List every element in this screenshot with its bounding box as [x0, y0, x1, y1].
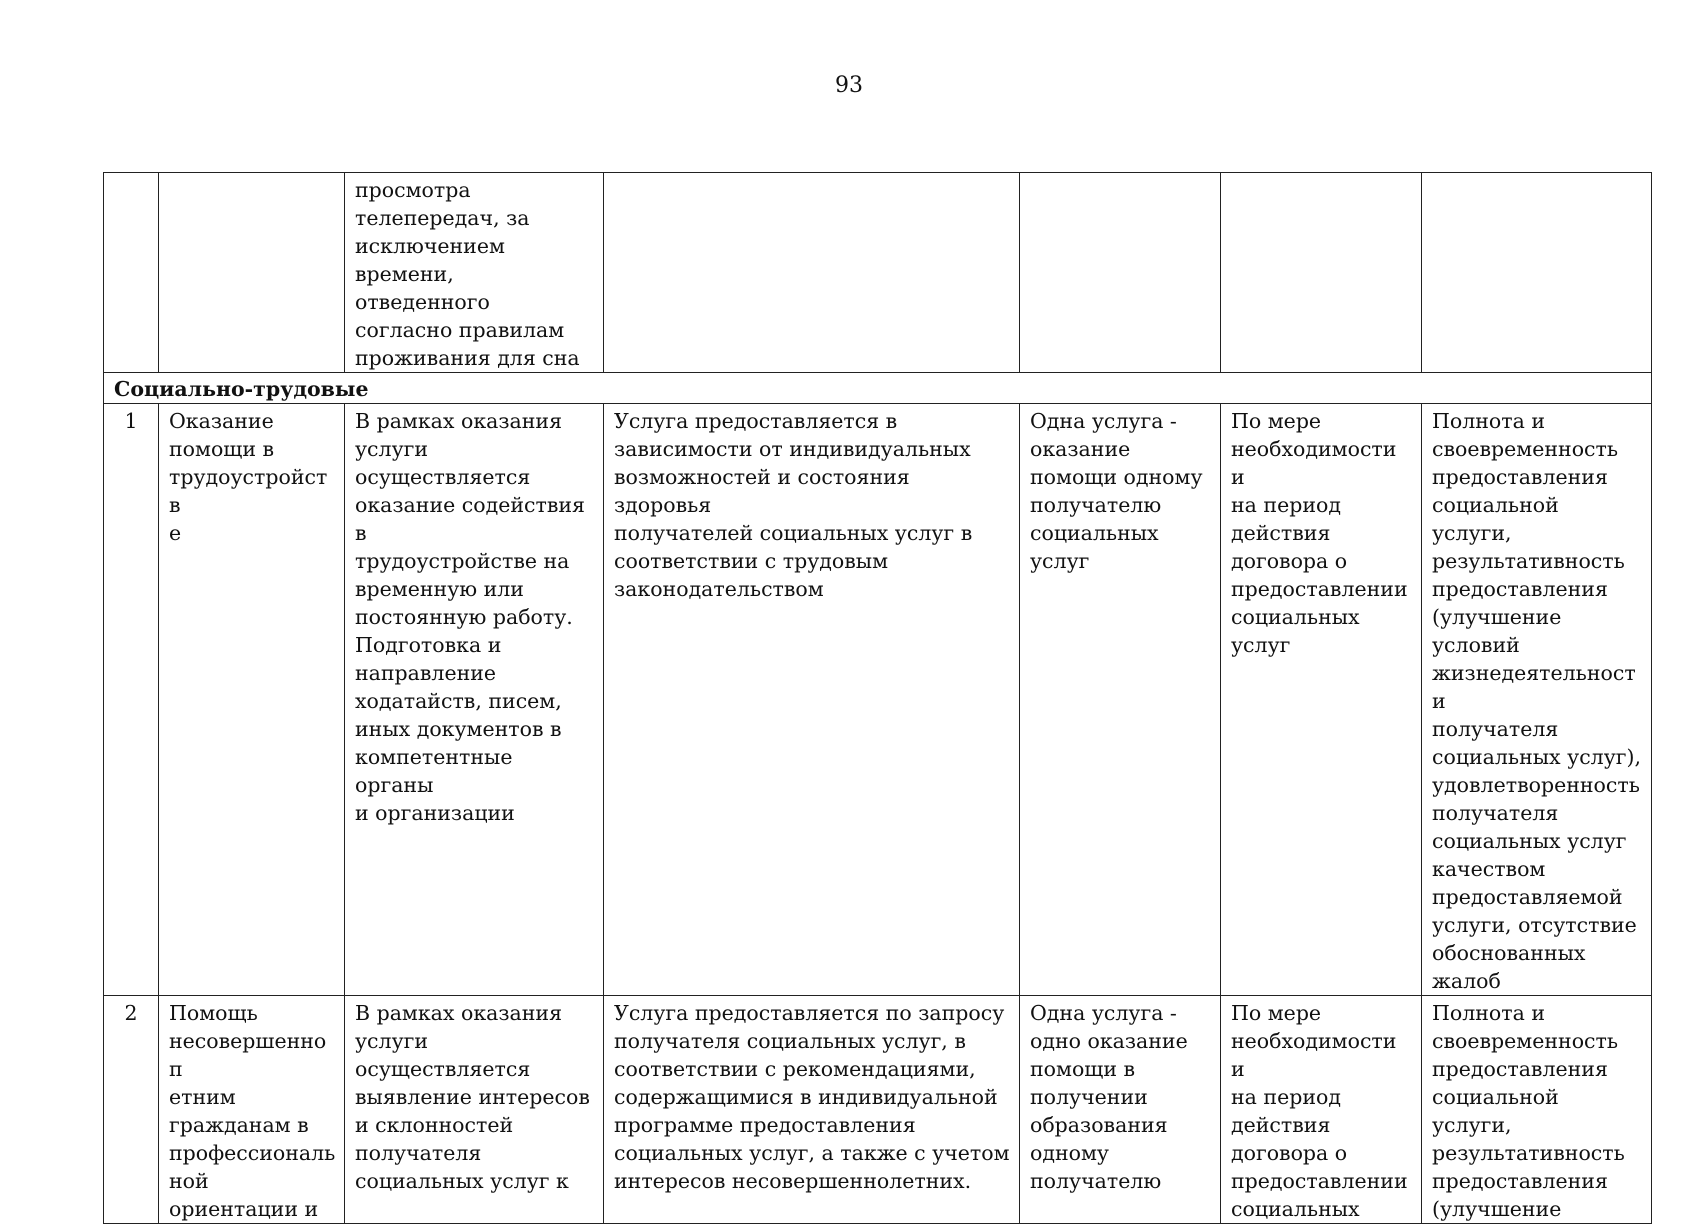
table-row [104, 996, 1652, 1224]
table-row [104, 404, 1652, 996]
cell-service-content: просмотра телепередач, за исключением времени, отведенного согласно правилам проживания для сна [345, 173, 604, 373]
cell-service-name [159, 173, 345, 373]
cell-service-conditions: Услуга предоставляется по запросу получателя социальных услуг, в соответствии с рекомендациями, содержащимися в индивидуальной программе предоставления социальных услуг, а также с учетом интересов несовершеннолетних. [604, 996, 1020, 1224]
table-row-continued [104, 173, 1652, 373]
page-number: 93 [835, 73, 863, 98]
cell-service-unit: Одна услуга - оказание помощи одному получателю социальных услуг [1020, 404, 1221, 996]
section-title: Социально-трудовые [104, 373, 1652, 404]
section-header-row [104, 373, 1652, 404]
cell-service-quality: Полнота и своевременность предоставления социальной услуги, результативность предоставления (улучшение [1422, 996, 1652, 1224]
cell-service-period [1221, 173, 1422, 373]
cell-number: 1 [104, 404, 159, 996]
cell-service-period: По мере необходимости и на период действия договора о предоставлении социальных услуг [1221, 404, 1422, 996]
cell-service-unit [1020, 173, 1221, 373]
cell-service-content: В рамках оказания услуги осуществляется выявление интересов и склонностей получателя социальных услуг к [345, 996, 604, 1224]
cell-service-quality: Полнота и своевременность предоставления социальной услуги, результативность предоставления (улучшение условий жизнедеятельности получателя социальных услуг), удовлетворенность получателя социальных услуг качеством предоставляемой услуги, отсутствие обоснованных жалоб [1422, 404, 1652, 996]
cell-service-content: В рамках оказания услуги осуществляется оказание содействия в трудоустройстве на временную или постоянную работу. Подготовка и направление ходатайств, писем, иных документов в компетентные органы и организации [345, 404, 604, 996]
services-table [103, 172, 1652, 1224]
cell-service-name: Помощь несовершенноп етним гражданам в профессиональ ной ориентации и [159, 996, 345, 1224]
cell-number [104, 173, 159, 373]
cell-service-conditions [604, 173, 1020, 373]
cell-service-period: По мере необходимости и на период действия договора о предоставлении социальных [1221, 996, 1422, 1224]
cell-service-unit: Одна услуга - одно оказание помощи в получении образования одному получателю [1020, 996, 1221, 1224]
cell-service-quality [1422, 173, 1652, 373]
cell-service-conditions: Услуга предоставляется в зависимости от индивидуальных возможностей и состояния здоровья получателей социальных услуг в соответствии с трудовым законодательством [604, 404, 1020, 996]
cell-service-name: Оказание помощи в трудоустройств е [159, 404, 345, 996]
cell-number: 2 [104, 996, 159, 1224]
